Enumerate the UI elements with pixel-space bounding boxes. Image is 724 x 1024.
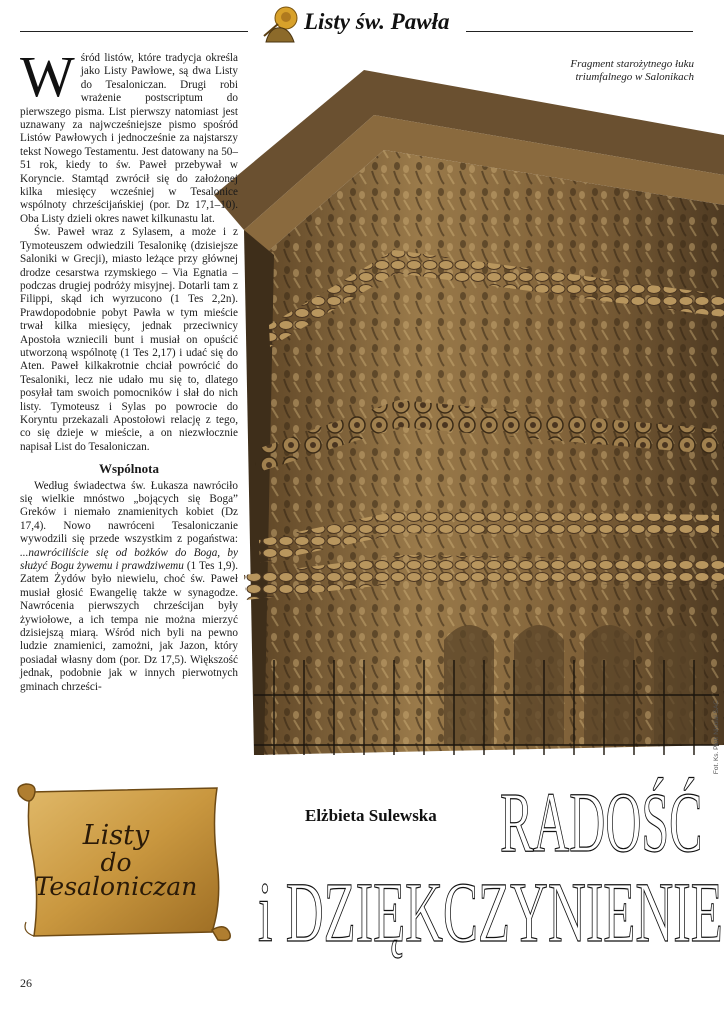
article-title-line-1: RADOŚĆ — [500, 774, 703, 870]
caption-line-1: Fragment starożytnego łuku — [570, 58, 694, 70]
photo-caption — [494, 58, 694, 84]
author-name: Elżbieta Sulewska — [305, 806, 437, 825]
header-title: Listy św. Pawła — [304, 9, 450, 34]
scroll-line-2: do — [100, 848, 132, 877]
article-paragraph-2: Św. Paweł wraz z Sylasem, a może i z Tymoteuszem odwiedzili Tesalonikę (dzisiejsze Saloniki w Grecji), miasto leżące przy głównej drodze cesarstwa rzymskiego – Via Egnatia – podczas drugiej podróży misyjnej. Dotarli tam z Filippi, skąd ich wyrzucono (1 Tes 2,2n). Prawdopodobnie pobyt Pawła w tym mieście trwał kilka miesięcy, jednak przeciwnicy Apostoła wzniecili bunt i musiał on opuścić utworzoną wspólnotę (1 Tes 2,17) i udać się do Aten. Paweł kilkakrotnie chciał powrócić do Tesaloniki, lecz nie udało mu się to, dlatego posyłał tam swoich pomocników i słał do nich listy. Tymoteusz i Sylas po powrocie do Koryntu przekazali Apostołowi relację z tego, co się dzieje w mieście, a on niezwłocznie napisał List do Tesaloniczan. — [20, 226, 238, 453]
scroll-line-3: Tesaloniczan — [34, 872, 198, 901]
caption-line-2: triumfalnego w Salonikach — [575, 71, 694, 83]
drop-cap: W — [20, 44, 75, 109]
apostle-emblem-icon — [260, 4, 304, 44]
article-paragraph-3a: Według świadectwa św. Łukasza nawróciło się wielkie mnóstwo „bojących się Boga” Greków i niemało znamienitych kobiet (Dz 17,4). Nowo nawróceni Tesaloniczanie wywodzili się przede wszystkim z pogaństwa: — [20, 479, 238, 546]
header-rule-right — [466, 31, 693, 32]
article-paragraph-1-text: śród listów, które tradycja określa jako Listy Pawłowe, są dwa Listy do Tesaloniczan. Drugi robi wrażenie postscriptum do pierwszego pisma. List pierwszy natomiast jest uznawany za najwcześniejsze pismo spośród Listów Pawłowych i jednocześnie za najstarszy tekst Nowego Testamentu. Jest datowany na 50–51 rok, kiedy to św. Paweł przebywał w Koryncie. Stamtąd zwrócił się do założonej kilka miesięcy wcześniej w Tesalonice wspólnoty chrześcijańskiej (por. Dz 17,1–10). Oba Listy dzieli okres nawet kilkunastu lat. — [20, 52, 238, 225]
header-rule-left — [20, 31, 248, 32]
article-column — [20, 44, 238, 694]
scripture-quote: ...nawróciliście się od bożków do Boga, by służyć Bogu żywemu i prawdziwemu — [20, 546, 238, 573]
photo-credit: Fot. Ks. Piotr Nicolai SAC — [713, 700, 720, 775]
article-title-line-2: i DZIĘKCZYNIENIE — [258, 864, 723, 960]
section-heading: Wspólnota — [99, 461, 159, 477]
running-header — [0, 0, 724, 60]
arch-photo — [214, 55, 724, 760]
article-paragraph-3 — [20, 480, 238, 695]
scroll-line-1: Listy — [82, 820, 150, 851]
page-number: 26 — [20, 976, 32, 990]
article-paragraph-1 — [20, 44, 238, 226]
article-paragraph-3b: (1 Tes 1,9). Zatem Żydów było niewielu, choć św. Paweł musiał głosić Ewangelię także w synagodze. Nawrócenia pierwszych chrześcijan były żywiołowe, a ich tempa nie można mierzyć dzisiejszą miarą. Wśród nich byli na pewno ludzie znamienici, zamożni, jak Jazon, który posiadał własny dom (por. Dz 17,5). Większość jednak, podobnie jak w innych pierwotnych gminach chrześci- — [20, 560, 238, 693]
